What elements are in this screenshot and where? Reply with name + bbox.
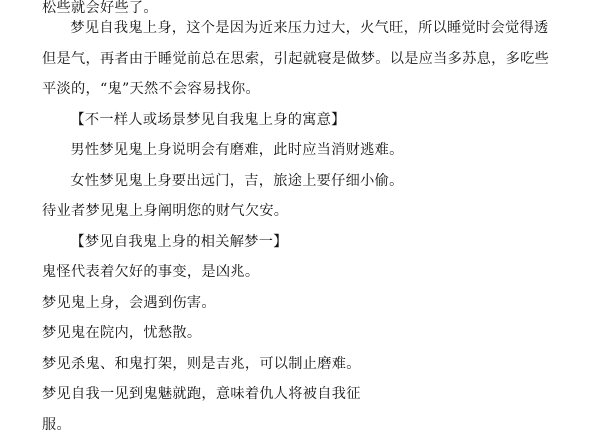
section-heading-related-interpretation-one: 【梦见自我鬼上身的相关解梦一】 [70,233,288,250]
section-heading-meanings-by-person: 【不一样人或场景梦见自我鬼上身的寓意】 [70,111,346,128]
paragraph-male-meaning: 男性梦见鬼上身说明会有磨难，此时应当消财逃难。 [70,142,404,158]
paragraph-kill-ghost-fight: 梦见杀鬼、和鬼打架，则是吉兆，可以制止磨难。 [42,355,361,372]
partial-line-top: 松些就会好些了。 [42,0,158,16]
paragraph-ghost-omen: 鬼怪代表着欠好的事变，是凶兆。 [42,264,260,280]
partial-line-bottom: 服。 [42,416,71,433]
paragraph-jobseeker-meaning: 待业者梦见鬼上身阐明您的财气欠安。 [42,203,289,219]
document-body [42,0,554,433]
paragraph-ghost-possession-harm: 梦见鬼上身，会遇到伤害。 [42,294,216,311]
paragraph-dream-possession-explanation: 梦见自我鬼上身，这个是因为近来压力过大，火气旺，所以睡觉时会觉得透但是气，再者由于睡觉前总在思索，引起就寝是做梦。以是应当多苏息，多吃些平淡的，“鬼”天然不会容易找你。 [42,20,550,97]
paragraph-ghost-in-yard: 梦见鬼在院内，忧愁散。 [42,325,202,341]
paragraph-run-from-ghost: 梦见自我一见到鬼魅就跑，意味着仇人将被自我征 [42,386,361,402]
paragraph-female-meaning: 女性梦见鬼上身要出远门，吉，旅途上要仔细小偷。 [70,172,404,189]
